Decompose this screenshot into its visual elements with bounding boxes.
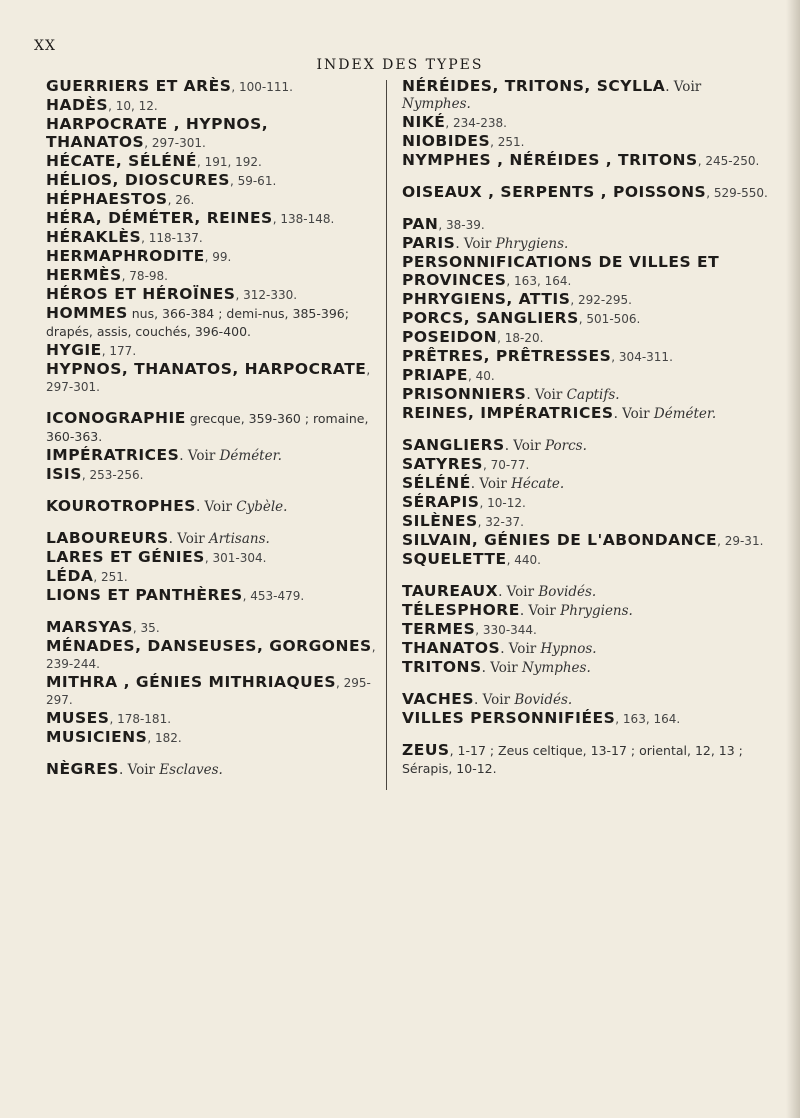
index-entry	[402, 456, 774, 474]
entry-head: VACHES	[402, 690, 475, 708]
entry-refs: , 251.	[490, 135, 525, 149]
entry-head: TERMES	[402, 620, 476, 638]
page-edge-shadow	[786, 0, 800, 1118]
index-entry	[402, 475, 774, 493]
entry-head: NÈGRES	[46, 760, 119, 778]
entry-head: MARSYAS	[46, 618, 133, 636]
index-letter-group	[46, 410, 376, 484]
index-entry	[402, 78, 774, 113]
index-entry	[402, 532, 774, 550]
entry-head: POSEIDON	[402, 328, 498, 346]
index-column-left	[46, 78, 376, 793]
index-entry	[46, 172, 376, 190]
entry-head: PERSONNIFICATIONS DE VILLES ET PROVINCES	[402, 253, 720, 289]
entry-refs: , 292-295.	[570, 293, 632, 307]
index-entry	[46, 116, 376, 152]
entry-refs: , 32-37.	[477, 515, 524, 529]
index-entry	[402, 291, 774, 309]
entry-head: HÉLIOS, DIOSCURES	[46, 171, 230, 189]
index-entry	[46, 229, 376, 247]
entry-head: PRÊTRES, PRÊTRESSES	[402, 347, 612, 365]
index-entry	[46, 498, 376, 516]
entry-voir: . Voir	[519, 603, 561, 619]
index-entry	[402, 659, 774, 677]
index-letter-group	[402, 184, 774, 202]
index-entry	[402, 742, 774, 778]
index-entry	[402, 640, 774, 658]
entry-plain: grecque, 359-360 ; romaine, 360-363.	[46, 411, 369, 444]
index-entry	[46, 248, 376, 266]
entry-head: IMPÉRATRICES	[46, 446, 180, 464]
entry-head: SILÈNES	[402, 512, 478, 530]
entry-head: MUSICIENS	[46, 728, 148, 746]
index-entry	[46, 466, 376, 484]
entry-refs: , 26.	[167, 193, 195, 207]
index-entry	[402, 710, 774, 728]
entry-refs: , 330-344.	[475, 623, 537, 637]
entry-plain: nus, 366-384 ; demi-nus, 385-396; drapés, assis, couchés, 396-400.	[46, 306, 349, 339]
entry-plain: , 1-17 ; Zeus celtique, 13-17 ; oriental, 12, 13 ; Sérapis, 10-12.	[402, 743, 743, 776]
entry-head: HADÈS	[46, 96, 109, 114]
index-entry	[46, 153, 376, 171]
index-entry	[46, 710, 376, 728]
index-entry	[402, 494, 774, 512]
entry-head: NYMPHES , NÉRÉIDES , TRITONS	[402, 151, 698, 169]
index-letter-group	[46, 761, 376, 779]
entry-refs: , 18-20.	[497, 331, 544, 345]
entry-voir: . Voir	[168, 531, 209, 547]
entry-head: PHRYGIENS, ATTIS	[402, 290, 571, 308]
entry-head: LARES ET GÉNIES	[46, 548, 205, 566]
entry-head: MUSES	[46, 709, 110, 727]
column-divider	[386, 80, 387, 790]
index-entry	[402, 621, 774, 639]
index-entry	[402, 437, 774, 455]
entry-ital: Hécate.	[511, 476, 565, 492]
entry-head: HÉCATE, SÉLÉNÉ	[46, 152, 197, 170]
entry-refs: , 59-61.	[229, 174, 277, 188]
entry-refs: , 234-238.	[445, 116, 507, 130]
entry-head: MITHRA , GÉNIES MITHRIAQUES	[46, 673, 336, 691]
index-entry	[402, 184, 774, 202]
entry-head: MÉNADES, DANSEUSES, GORGONES	[46, 637, 372, 655]
entry-ital: Nymphes.	[402, 96, 471, 112]
index-letter-group	[402, 583, 774, 677]
entry-head: SILVAIN, GÉNIES DE L'ABONDANCE	[402, 531, 718, 549]
index-entry	[46, 191, 376, 209]
entry-head: GUERRIERS ET ARÈS	[46, 77, 232, 95]
entry-ital: Captifs.	[566, 387, 620, 403]
entry-head: TÉLESPHORE	[402, 601, 520, 619]
entry-head: SQUELETTE	[402, 550, 507, 568]
index-entry	[402, 348, 774, 366]
entry-ital: Phrygiens.	[495, 236, 569, 252]
entry-refs: , 297-301.	[144, 136, 206, 150]
entry-head: TRITONS	[402, 658, 482, 676]
index-entry	[46, 342, 376, 360]
entry-head: OISEAUX , SERPENTS , POISSONS	[402, 183, 707, 201]
entry-voir: . Voir	[665, 79, 702, 95]
entry-head: SÉRAPIS	[402, 493, 480, 511]
entry-head: HARPOCRATE , HYPNOS, THANATOS	[46, 115, 269, 151]
index-entry	[402, 114, 774, 132]
index-letter-group	[402, 437, 774, 569]
entry-refs: , 99.	[204, 250, 232, 264]
entry-ital: Bovidés.	[538, 584, 597, 600]
entry-refs: , 29-31.	[717, 534, 764, 548]
index-entry	[402, 405, 774, 423]
index-entry	[46, 729, 376, 747]
entry-head: SATYRES	[402, 455, 483, 473]
index-entry	[46, 97, 376, 115]
index-entry	[46, 210, 376, 228]
entry-voir: . Voir	[481, 660, 522, 676]
index-entry	[402, 513, 774, 531]
entry-ital: Cybèle.	[236, 499, 288, 515]
entry-refs: , 251.	[93, 570, 128, 584]
entry-ital: Bovidés.	[514, 692, 573, 708]
index-entry	[46, 286, 376, 304]
entry-ital: Nymphes.	[521, 660, 591, 676]
entry-head: REINES, IMPÉRATRICES	[402, 404, 614, 422]
entry-ital: Artisans.	[208, 531, 270, 547]
entry-head: HÉROS ET HÉROÏNES	[46, 285, 236, 303]
index-entry	[402, 691, 774, 709]
entry-head: THANATOS	[402, 639, 501, 657]
entry-head: NIOBIDES	[402, 132, 491, 150]
entry-head: VILLES PERSONNIFIÉES	[402, 709, 616, 727]
entry-voir: . Voir	[195, 499, 237, 515]
entry-refs: , 70-77.	[482, 458, 530, 472]
entry-head: NIKÉ	[402, 113, 446, 131]
entry-refs: , 35.	[132, 621, 160, 635]
entry-head: SÉLÉNÉ	[402, 474, 471, 492]
index-entry	[46, 305, 376, 341]
entry-refs: , 138-148.	[272, 212, 335, 226]
entry-refs: , 239-244.	[46, 640, 376, 671]
entry-head: HOMMES	[46, 304, 128, 322]
entry-refs: , 245-250.	[697, 154, 760, 168]
entry-head: HYPNOS, THANATOS, HARPOCRATE	[46, 360, 367, 378]
index-entry	[402, 367, 774, 385]
index-entry	[46, 410, 376, 446]
index-letter-group	[402, 691, 774, 728]
entry-ital: Déméter.	[219, 448, 282, 464]
entry-head: PORCS, SANGLIERS	[402, 309, 579, 327]
index-entry	[46, 361, 376, 396]
entry-ital: Phrygiens.	[560, 603, 633, 619]
index-letter-group	[402, 742, 774, 778]
entry-refs: , 501-506.	[578, 312, 641, 326]
entry-refs: , 453-479.	[242, 589, 305, 603]
entry-refs: , 178-181.	[109, 712, 172, 726]
entry-refs: , 163, 164.	[506, 274, 572, 288]
index-letter-group	[402, 216, 774, 423]
index-entry	[46, 568, 376, 586]
entry-refs: , 304-311.	[611, 350, 673, 364]
entry-voir: . Voir	[118, 762, 160, 778]
index-entry	[46, 267, 376, 285]
running-title: INDEX DES TYPES	[316, 57, 484, 73]
page-number: XX	[34, 38, 56, 54]
index-entry	[402, 602, 774, 620]
entry-head: PARIS	[402, 234, 456, 252]
entry-head: ICONOGRAPHIE	[46, 409, 186, 427]
entry-refs: , 163, 164.	[615, 712, 681, 726]
index-entry	[46, 549, 376, 567]
entry-head: NÉRÉIDES, TRITONS, SCYLLA	[402, 77, 666, 95]
index-column-right	[402, 78, 774, 792]
index-letter-group	[46, 530, 376, 605]
entry-refs: , 295-297.	[46, 676, 371, 707]
entry-voir: . Voir	[526, 387, 567, 403]
index-entry	[46, 674, 376, 709]
entry-head: PRIAPE	[402, 366, 469, 384]
index-entry	[402, 310, 774, 328]
entry-refs: , 312-330.	[235, 288, 298, 302]
index-entry	[402, 329, 774, 347]
entry-refs: , 10, 12.	[108, 99, 158, 113]
index-entry	[402, 254, 774, 290]
entry-voir: . Voir	[613, 406, 654, 422]
entry-refs: , 10-12.	[479, 496, 526, 510]
index-letter-group	[46, 498, 376, 516]
entry-head: HERMÈS	[46, 266, 122, 284]
entry-refs: , 297-301.	[46, 363, 371, 394]
entry-head: HYGIE	[46, 341, 102, 359]
entry-head: SANGLIERS	[402, 436, 505, 454]
entry-head: TAUREAUX	[402, 582, 499, 600]
entry-head: LÉDA	[46, 567, 94, 585]
entry-head: HÉRAKLÈS	[46, 228, 142, 246]
entry-head: LABOUREURS	[46, 529, 169, 547]
entry-head: PAN	[402, 215, 439, 233]
index-entry	[46, 587, 376, 605]
entry-refs: , 40.	[468, 369, 495, 383]
entry-head: HÉPHAESTOS	[46, 190, 168, 208]
index-letter-group	[46, 78, 376, 396]
entry-voir: . Voir	[179, 448, 220, 464]
entry-refs: , 529-550.	[706, 186, 768, 200]
entry-voir: . Voir	[455, 236, 496, 252]
index-entry	[402, 235, 774, 253]
entry-refs: , 100-111.	[231, 80, 293, 94]
entry-refs: , 440.	[506, 553, 541, 567]
index-entry	[402, 152, 774, 170]
entry-refs: , 38-39.	[438, 218, 485, 232]
index-entry	[402, 133, 774, 151]
entry-head: HÉRA, DÉMÉTER, REINES	[46, 209, 273, 227]
entry-head: LIONS ET PANTHÈRES	[46, 586, 243, 604]
entry-ital: Esclaves.	[159, 762, 223, 778]
entry-refs: , 301-304.	[204, 551, 267, 565]
index-entry	[46, 638, 376, 673]
entry-ital: Porcs.	[544, 438, 587, 454]
entry-head: PRISONNIERS	[402, 385, 527, 403]
entry-refs: , 182.	[147, 731, 182, 745]
index-entry	[46, 619, 376, 637]
entry-ital: Hypnos.	[540, 641, 597, 657]
entry-refs: , 253-256.	[81, 468, 144, 482]
entry-head: HERMAPHRODITE	[46, 247, 205, 265]
entry-head: ISIS	[46, 465, 82, 483]
entry-refs: , 118-137.	[141, 231, 203, 245]
index-entry	[46, 761, 376, 779]
entry-refs: , 78-98.	[121, 269, 168, 283]
index-letter-group	[46, 619, 376, 747]
index-entry	[46, 530, 376, 548]
entry-ital: Déméter.	[653, 406, 717, 422]
entry-head: ZEUS	[402, 741, 450, 759]
entry-refs: , 191, 192.	[196, 155, 262, 169]
entry-head: KOUROTROPHES	[46, 497, 196, 515]
index-letter-group	[402, 78, 774, 170]
entry-voir: . Voir	[498, 584, 539, 600]
entry-voir: . Voir	[500, 641, 541, 657]
index-entry	[46, 447, 376, 465]
index-entry	[46, 78, 376, 96]
entry-voir: . Voir	[504, 438, 545, 454]
index-entry	[402, 551, 774, 569]
index-entry	[402, 386, 774, 404]
entry-refs: , 177.	[101, 344, 137, 358]
index-entry	[402, 583, 774, 601]
entry-voir: . Voir	[470, 476, 512, 492]
entry-voir: . Voir	[474, 692, 515, 708]
index-entry	[402, 216, 774, 234]
